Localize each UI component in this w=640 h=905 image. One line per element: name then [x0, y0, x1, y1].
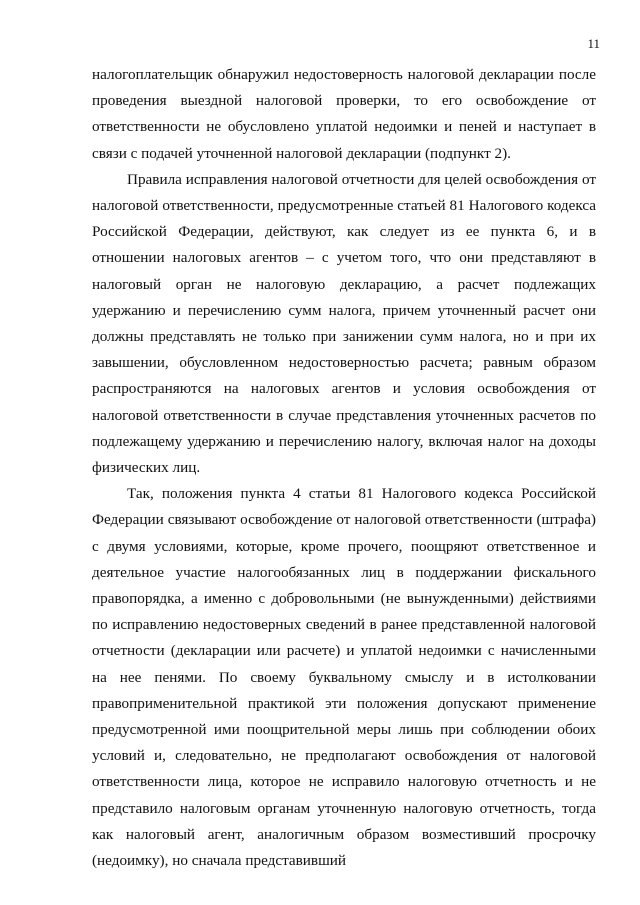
paragraph-article-81-conditions: Так, положения пункта 4 статьи 81 Налогового кодекса Российской Федерации связывают освобождение от налоговой ответственности (штрафа) с двумя условиями, которые, кроме прочего, поощряют ответственное и деятельное участие налогообязанных лиц в поддержании фискального правопорядка, а именно с добровольными (не вынужденными) действиями по исправлению недостоверных сведений в ранее представленной налоговой отчетности (декларации или расчете) и уплатой недоимки с начисленными на нее пенями. По своему буквальному смыслу и в истолковании правоприменительной практикой эти положения допускают применение предусмотренной ими поощрительной меры лишь при соблюдении обоих условий и, следовательно, не предполагают освобождения от налоговой ответственности лица, которое не исправило налоговую отчетность и не представило налоговым органам уточненную налоговую отчетность, тогда как налоговый агент, аналогичным образом возместивший просрочку (недоимку), но сначала представивший [92, 485, 596, 870]
document-body [92, 62, 596, 874]
paragraph-continuation: налогоплательщик обнаружил недостоверность налоговой декларации после проведения выездной налоговой проверки, то его освобождение от ответственности не обусловлено уплатой недоимки и пеней и наступает в связи с подачей уточненной налоговой декларации (подпункт 2). [92, 66, 596, 162]
paragraph-tax-agents: Правила исправления налоговой отчетности для целей освобождения от налоговой ответственности, предусмотренные статьей 81 Налогового кодекса Российской Федерации, действуют, как следует из ее пункта 6, и в отношении налоговых агентов – с учетом того, что они представляют в налоговый орган не налоговую декларацию, а расчет подлежащих удержанию и перечислению сумм налога, причем уточненный расчет они должны представлять не только при занижении сумм налога, но и при их завышении, обусловленном недостоверностью расчета; равным образом распространяются на налоговых агентов и условия освобождения от налоговой ответственности в случае представления уточненных расчетов по подлежащему удержанию и перечислению налогу, включая налог на доходы физических лиц. [92, 170, 596, 477]
page-number: 11 [587, 36, 600, 51]
